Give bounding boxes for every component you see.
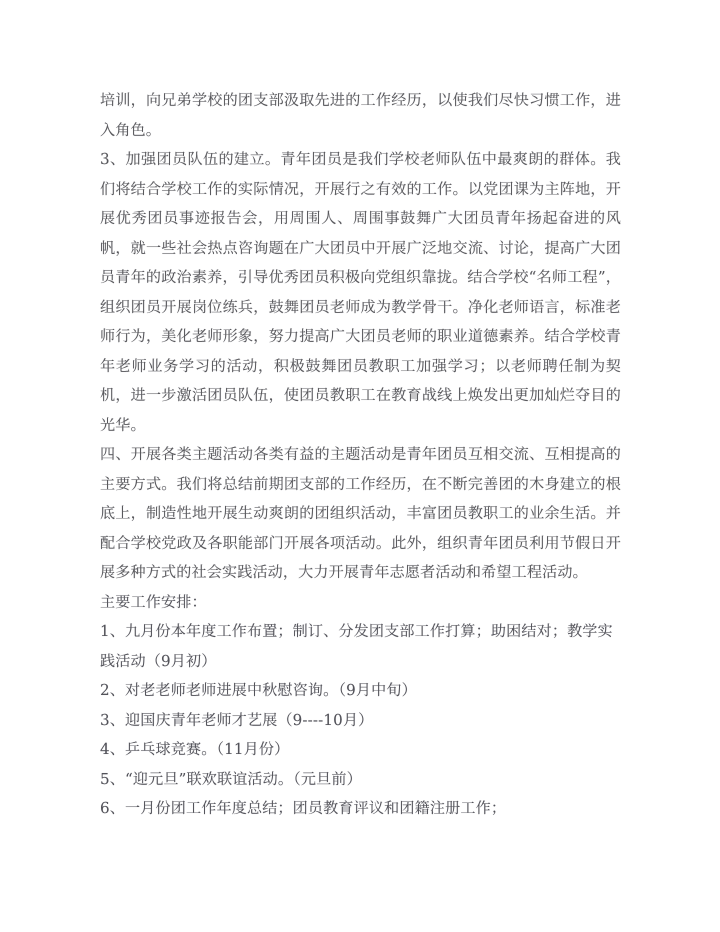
paragraph-item-4-theme-activities: 四、开展各类主题活动各类有益的主题活动是青年团员互相交流、互相提高的主要方式。我们将总结前期团支部的工作经历，在不断完善团的木身建立的根底上，制造性地开展生动爽朗的团组织活动，丰富团员教职工的业余生活。并配合学校党政及各职能部门开展各项活动。此外，组织青年团员利用节假日开展多种方式的社会实践活动，大力开展青年志愿者活动和希望工程活动。 [100,445,621,581]
schedule-heading: 主要工作安排： [100,592,207,611]
schedule-item-5: 5、“迎元旦”联欢联谊活动。（元旦前） [100,769,362,788]
schedule-item-1: 1、九月份本年度工作布置；制订、分发团支部工作打算；助困结对；教学实践活动（9月初） [100,622,613,670]
schedule-item-6: 6、一月份团工作年度总结；团员教育评议和团籍注册工作； [100,799,507,817]
document-text-column [100,86,621,824]
schedule-item-2: 2、对老老师老师进展中秋慰咨询。（9月中旬） [100,681,417,699]
schedule-item-3: 3、迎国庆青年老师才艺展（9----10月） [100,710,374,729]
paragraph-continuation: 培训，向兄弟学校的团支部汲取先进的工作经历，以使我们尽快习惯工作，进入角色。 [100,91,621,139]
paragraph-item-3-strengthen-league-ranks: 3、加强团员队伍的建立。青年团员是我们学校老师队伍中最爽朗的群体。我们将结合学校工作的实际情况，开展行之有效的工作。以党团课为主阵地，开展优秀团员事迹报告会，用周围人、周围事鼓舞广大团员青年扬起奋进的风帆，就一些社会热点咨询题在广大团员中开展广泛地交流、讨论，提高广大团员青年的政治素养，引导优秀团员积极向党组织靠拢。结合学校“名师工程”，组织团员开展岗位练兵，鼓舞团员老师成为教学骨干。净化老师语言，标准老师行为，美化老师形象，努力提高广大团员老师的职业道德素养。结合学校青年老师业务学习的活动，积极鼓舞团员教职工加强学习；以老师聘任制为契机，进一步激活团员队伍，使团员教职工在教育战线上焕发出更加灿烂夺目的光华。 [100,150,621,434]
schedule-item-4: 4、乒乓球竞赛。（11月份） [100,740,290,758]
